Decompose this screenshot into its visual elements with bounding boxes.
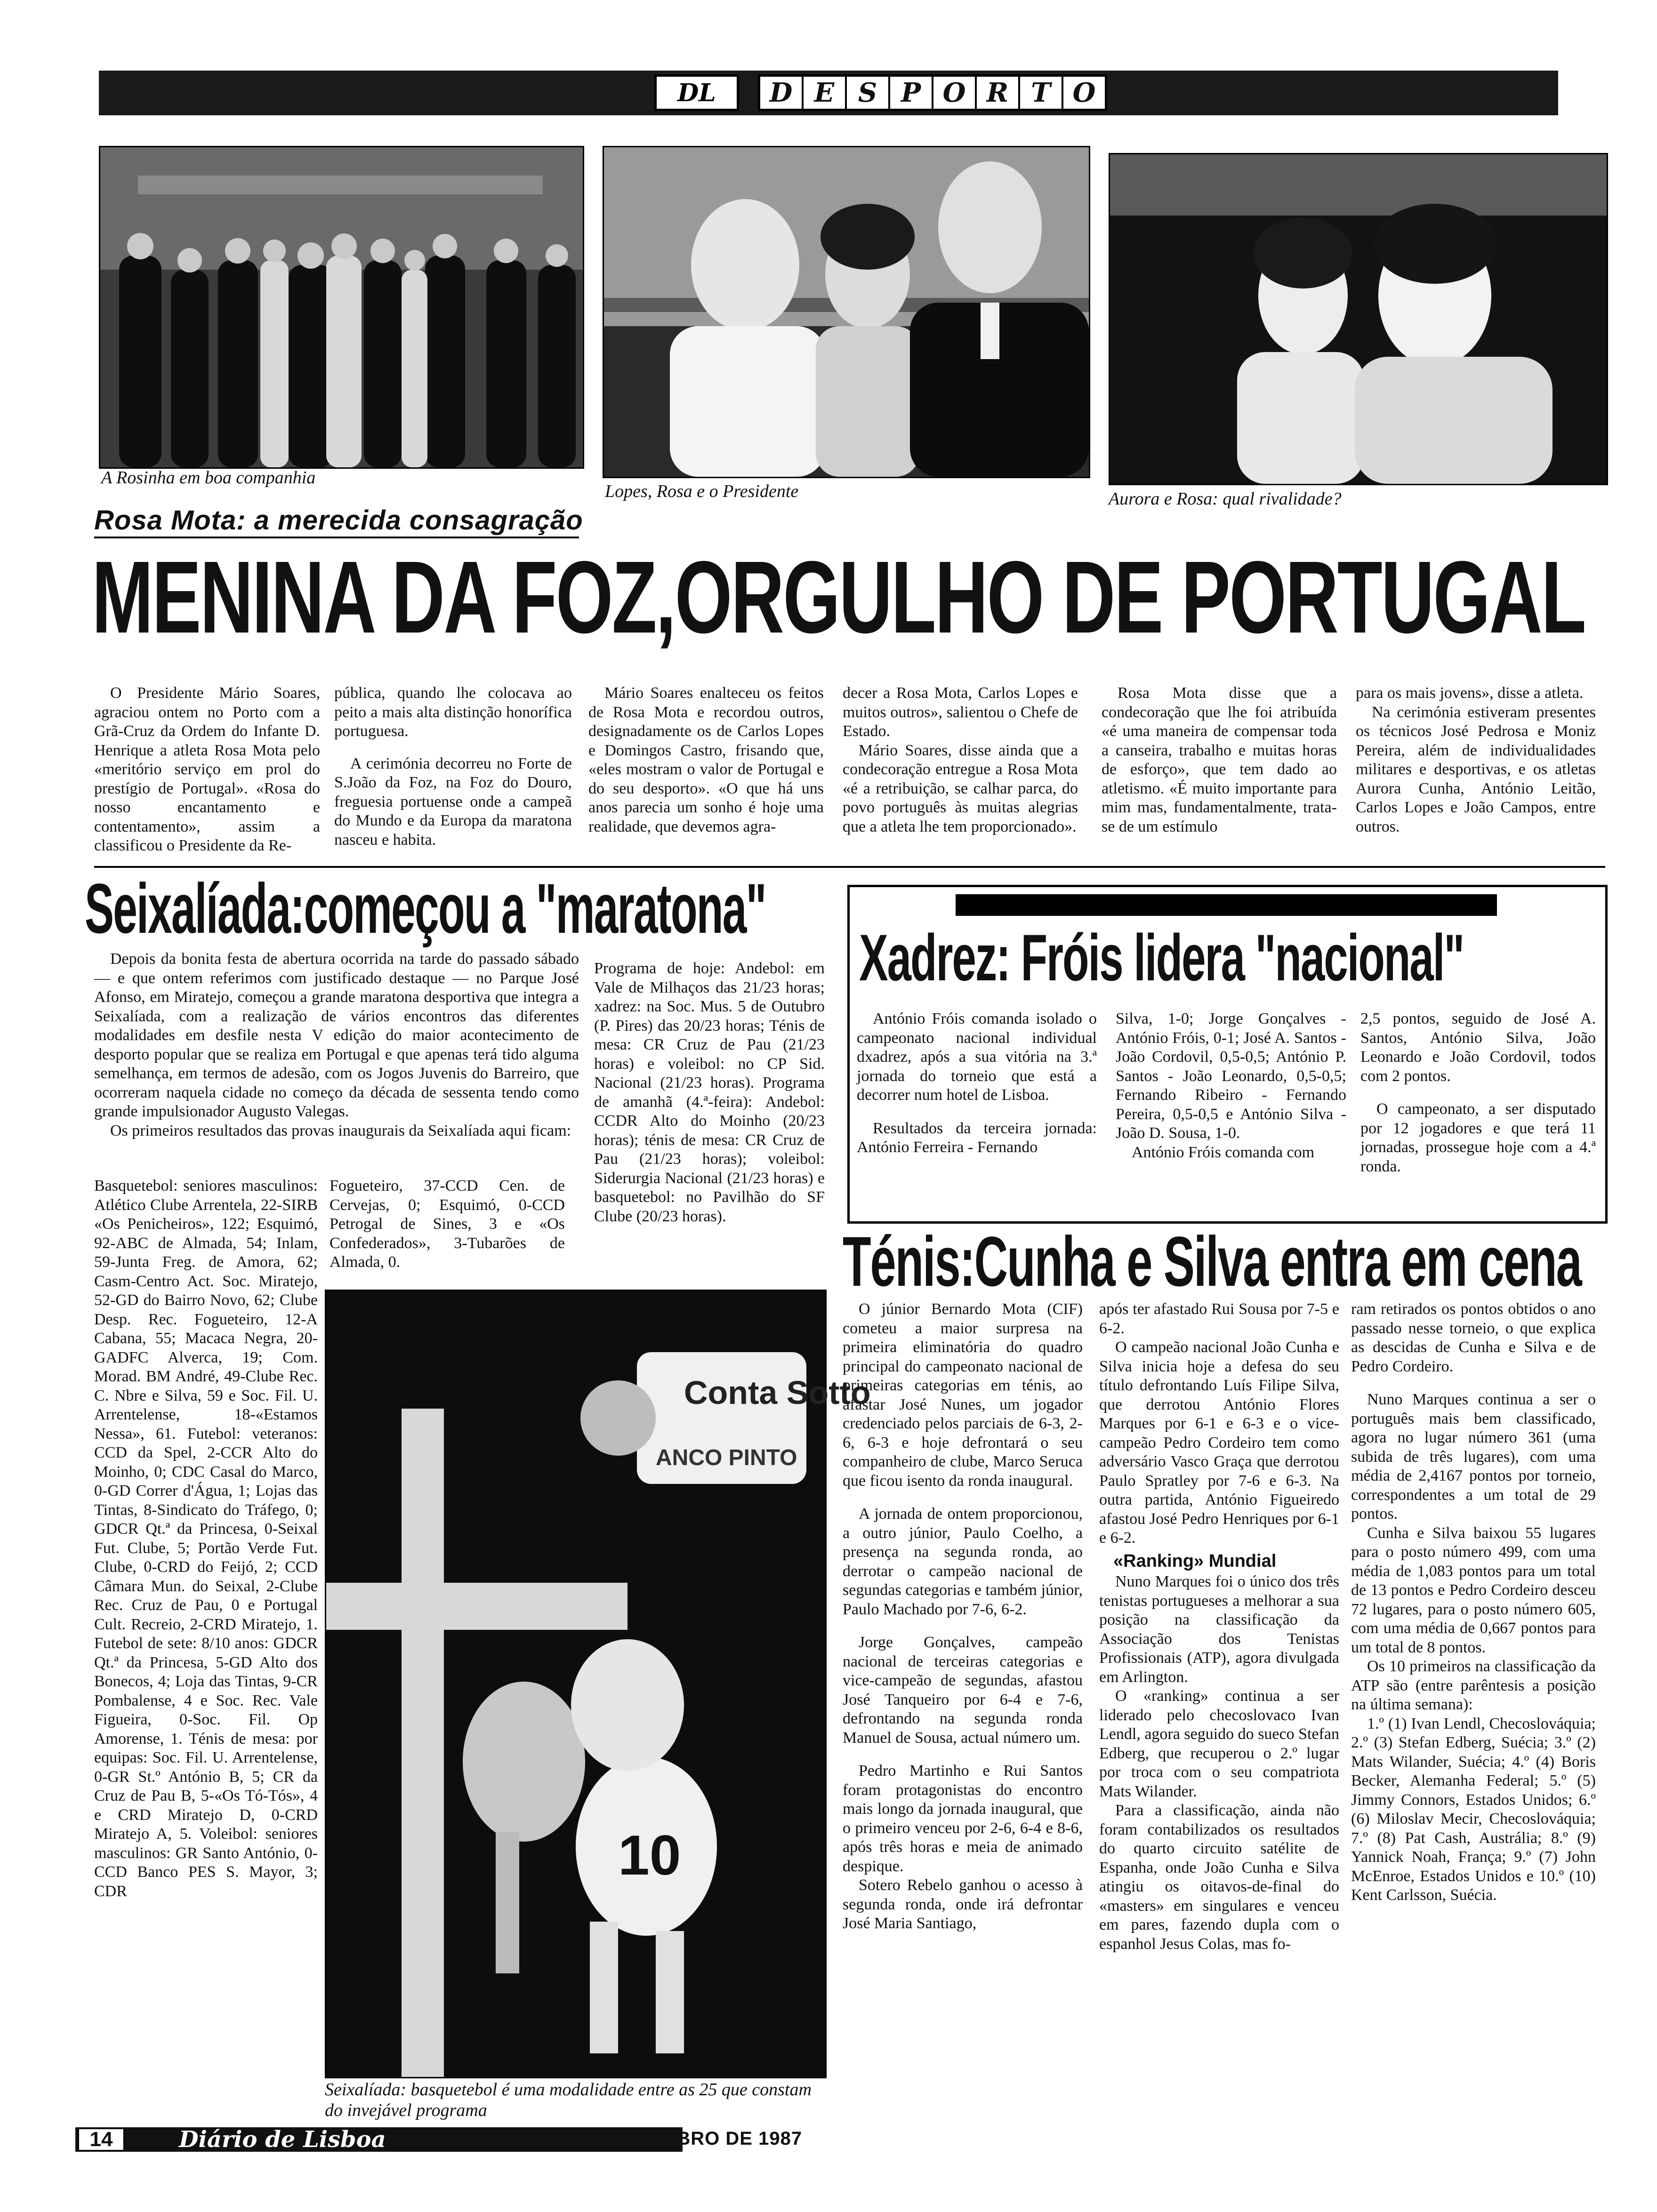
- issue-date: TERÇA-FEIRA, 22 DE SETEMBRO DE 1987: [405, 2128, 803, 2149]
- divider: [94, 866, 1605, 868]
- paragraph: Na cerimónia estiveram presentes os técnicos José Pedrosa e Moniz Pereira, além de individualidades militares e desportivas, e os atletas Aurora Cunha, António Leitão, Carlos Lopes e João Campos, entre outros.: [1356, 703, 1596, 835]
- paragraph: Mário Soares enalteceu os feitos de Rosa Mota e recordou outros, designadamente os de Carlos Lopes e Domingos Castro, frisando que, «eles mostram o valor de Portugal e do seu desporto». «O que há uns anos parecia um sonho é hoje uma realidade, que devemos agra-: [588, 684, 824, 835]
- paragraph: O campeão nacional João Cunha e Silva inicia hoje a defesa do seu título defrontando Luís Filipe Silva, que derrotou António Flores Marques por 6-1 e 6-3 e o vice-campeão Pedro Cordeiro tem como adversário Vasco Graça que derrotou Paulo Spratley por 7-6 e 6-3. Na outra partida, António Figueiredo afastou José Pedro Henriques por 6-1 e 6-2.: [1099, 1338, 1339, 1547]
- paper-logo: DL: [654, 74, 739, 111]
- photo-caption: A Rosinha em boa companhia: [101, 468, 316, 488]
- paragraph: após ter afastado Rui Sousa por 7-5 e 6-2.: [1099, 1300, 1339, 1337]
- paragraph: Para a classificação, ainda não foram contabilizados os resultados do quarto circuito satélite de Espanha, onde João Cunha e Silva atingiu os oitavos-de-final do «masters» em singulares e venceu em pares, fazendo dupla com o espanhol Jesus Colas, mas fo-: [1099, 1802, 1339, 1953]
- section-letter: T: [1020, 77, 1063, 109]
- paragraph: para os mais jovens», disse a atleta.: [1356, 684, 1584, 702]
- paragraph: A cerimónia decorreu no Forte de S.João da Foz, na Foz do Douro, freguesia portuense onde a campeã do Mundo e da Europa da maratona nasceu e habita.: [334, 754, 572, 849]
- section-letter: O: [933, 77, 977, 109]
- section-letter: O: [1072, 77, 1096, 108]
- paragraph: Resultados da terceira jornada: António Ferreira - Fernando: [857, 1119, 1097, 1156]
- paragraph: Pedro Martinho e Rui Santos foram protagonistas do encontro mais longo da jornada inaugural, que o primeiro venceu por 2-6, 6-4 e 8-6, após três horas e meia de animado despique.: [843, 1762, 1083, 1875]
- paragraph: Os 10 primeiros na classificação da ATP são (entre parêntesis a posição na última semana):: [1351, 1658, 1596, 1713]
- photo-group: [99, 146, 584, 469]
- paragraph: António Fróis comanda com: [1132, 1143, 1315, 1161]
- section-banner: [99, 71, 1558, 115]
- paragraph: Jorge Gonçalves, campeão nacional de terceiras categorias e vice-campeão de segundas, afastou José Tanqueiro por 6-4 e 7-6, defrontando na segunda ronda Manuel de Sousa, actual número um.: [843, 1634, 1083, 1747]
- photo-caption: Aurora e Rosa: qual rivalidade?: [1109, 489, 1342, 509]
- paragraph: 2,5 pontos, seguido de José A. Santos, António Silva, João Leonardo e João Cordovil, todos com 2 pontos.: [1360, 1010, 1596, 1085]
- page-number: 14: [78, 2128, 125, 2151]
- paragraph: Depois da bonita festa de abertura ocorrida na tarde do passado sábado — e que ontem referimos com justificado destaque — no Parque José Afonso, em Miratejo, começou a grande maratona desportiva que integra a Seixalíada, com a realização de vários encontros das diferentes modalidades em desfile nesta V edição do maior acontecimento de desporto popular que se realiza em Portugal e que apenas terá tido alguma semelhança, em termos de adesão, com os Jogos Juvenis do Barreiro, que ocorreram naquela cidade no começo da década de sessenta tendo como grande impulsionador Augusto Valegas.: [94, 950, 579, 1120]
- paragraph: A jornada de ontem proporcionou, a outro júnior, Paulo Coelho, a presença na segunda ronda, ao derrotar o campeão nacional de segundas categorias e também júnior, Paulo Machado por 7-6, 6-2.: [843, 1505, 1083, 1618]
- subheading: «Ranking» Mundial: [1113, 1551, 1277, 1571]
- paragraph: Silva, 1-0; Jorge Gonçalves - António Fróis, 0-1; José A. Santos - João Cordovil, 0,5-0,5; António P. Santos - João Leonardo, 0,5-0,5; Fernando Ribeiro - Fernando Pereira, 0,5-0,5 e António Silva - João D. Sousa, 1-0.: [1116, 1010, 1346, 1142]
- section-letter: S: [847, 77, 890, 109]
- article-column: [1116, 1010, 1346, 1162]
- paragraph: Nuno Marques continua a ser o português mais bem classificado, agora no lugar número 361 (uma subida de três lugares), com uma média de 2,4167 pontos por torneio, correspondentes a um total de 29 pontos.: [1351, 1391, 1596, 1523]
- paragraph: O «ranking» continua a ser liderado pelo checoslovaco Ivan Lendl, agora seguido do sueco Stefan Edberg, que recuperou o 2.º lugar por troca com o seu compatriota Mats Wilander.: [1099, 1687, 1339, 1800]
- paragraph: decer a Rosa Mota, Carlos Lopes e muitos outros», salientou o Chefe de Estado.: [843, 684, 1078, 740]
- article-column: [1360, 1010, 1596, 1176]
- section-letter: D: [760, 77, 804, 109]
- section-headline: Xadrez: Fróis lidera "nacional": [859, 921, 1464, 994]
- paragraph: Rosa Mota disse que a condecoração que lhe foi atribuída «é uma maneira de compensar toda a canseira, trabalho e muitas horas de esforço», que tem dado ao atletismo. «É muito importante para mim mas, fundamentalmente, trata-se de um estímulo: [1102, 684, 1337, 835]
- article-column: [843, 684, 1078, 836]
- section-letter: E: [804, 77, 847, 109]
- article-column: [1099, 1300, 1339, 1954]
- paragraph: pública, quando lhe colocava ao peito a mais alta distinção honorífica portuguesa.: [334, 684, 572, 740]
- paragraph: Sotero Rebelo ganhou o acesso à segunda ronda, onde irá defrontar José Maria Santiago,: [843, 1876, 1083, 1932]
- article-column: [1102, 684, 1337, 836]
- paragraph: Fogueteiro, 37-CCD Cen. de Cervejas, 0; Esquimó, 0-CCD Petrogal de Sines, 3 e «Os Confederados», 3-Tubarões de Almada, 0.: [330, 1177, 565, 1271]
- photo-aurora-rosa: [1109, 153, 1608, 485]
- article-column: [334, 684, 572, 850]
- article-column: [1356, 684, 1596, 836]
- paragraph: Basquetebol: seniores masculinos: Atlético Clube Arrentela, 22-SIRB «Os Penicheiros», 122; Esquimó, 92-ABC de Almada, 54; Inlam, 59-Junta Freg. de Amora, 62; Casm-Centro Act. Soc. Miratejo, 52-GD do Bairro Novo, 62; Clube Desp. Rec. Fogueteiro, 12-A Cabana, 55; Macaca Negra, 20-GADFC Alverca, 19; Com. Morad. BM André, 49-Clube Rec. C. Nbre e Silva, 59 e Soc. Fil. U. Arrentelense, 18-«Estamos Nessa», 61. Futebol: veteranos: CCD da Spel, 2-CCR Alto do Moinho, 0; CDC Casal do Marco, 0-GD Correr d'Água, 1; Lojas das Tintas, 8-Sindicato do Tráfego, 0; GDCR Qt.ª da Princesa, 0-Seixal Fut. Clube, 5; Portão Verde Fut. Clube, 0-CRD do Feijó, 2; CCD Câmara Mun. do Seixal, 2-Clube Rec. Cruz de Pau, 0 e Portugal Cult. Recreio, 2-CRD Miratejo, 1. Futebol de sete: 8/10 anos: GDCR Qt.ª da Princesa, 5-GD Alto dos Bonecos, 4; Loja das Tintas, 9-CR Pombalense, 4 e Soc. Rec. Vale Figueira, 0-Soc. Fil. Op Amorense, 1. Ténis de mesa: por equipas: Soc. Fil. U. Arrentelense, 0-GR St.º António B, 5; CR da Cruz de Pau B, 5-«Os Tó-Tós», 4 e CRD Miratejo D, 0-CRD Miratejo A, 5. Voleibol: seniores masculinos: GR Santo António, 0-CCD Banco PES S. Mayor, 3; CDR: [94, 1177, 318, 1900]
- paragraph: Nuno Marques foi o único dos três tenistas portugueses a melhorar a sua posição na classificação da Associação dos Tenistas Profissionais (ATP), agora divulgada em Arlington.: [1099, 1573, 1339, 1686]
- photo-caption: Seixalíada: basquetebol é uma modalidade entre as 25 que constam do invejável programa: [325, 2080, 812, 2120]
- paragraph: O campeonato, a ser disputado por 12 jogadores e que terá 11 jornadas, prossegue hoje com a 4.ª ronda.: [1360, 1100, 1596, 1175]
- divider: [94, 537, 579, 538]
- article-column: [94, 950, 579, 1140]
- photo-caption: Lopes, Rosa e o Presidente: [605, 481, 799, 501]
- sign-text: Conta Sotto: [684, 1374, 871, 1411]
- paragraph: O Presidente Mário Soares, agraciou ontem no Porto com a Grã-Cruz da Ordem do Infante D. Henrique a atleta Rosa Mota pelo «meritório serviço em prol do prestígio de Portugal». «Rosa do nosso encantamento e contentamento», assim a classificou o Presidente da Re-: [94, 684, 320, 854]
- paragraph: O júnior Bernardo Mota (CIF) cometeu a maior surpresa na primeira eliminatória do quadro principal do campeonato nacional de primeiras categorias em ténis, ao afastar José Nunes, um jogador credenciado pelos parciais de 6-3, 2-6, 6-3 e hoje defrontará o seu companheiro de clube, Marco Seruca que ficou isento da ronda inaugural.: [843, 1300, 1083, 1490]
- article-column: [588, 684, 824, 836]
- article-column: [330, 1177, 565, 1272]
- paragraph: Mário Soares, disse ainda que a condecoração entregue a Rosa Mota «é a retribuição, se calhar parca, do povo português às muitas alegrias que a atleta lhe tem proporcionado».: [843, 741, 1078, 835]
- kicker: Rosa Mota: a merecida consagração: [94, 505, 583, 536]
- article-column: [1351, 1300, 1596, 1905]
- paragraph: António Fróis comanda isolado o campeonato nacional individual dxadrez, após a sua vitória na 3.ª jornada do torneio que está a decorrer num hotel de Lisboa.: [857, 1010, 1097, 1104]
- photo-lopes-rosa-president: [603, 146, 1090, 478]
- sign-text: ANCO PINTO: [656, 1445, 797, 1470]
- section-title: [758, 74, 1107, 111]
- newspaper-name: Diário de Lisboa: [179, 2126, 386, 2153]
- paragraph: Os primeiros resultados das provas inaugurais da Seixalíada aqui ficam:: [110, 1122, 571, 1139]
- paragraph: Cunha e Silva baixou 55 lugares para o posto número 499, com uma média de 1,083 pontos para um total de 13 pontos e Pedro Cordeiro desceu 72 lugares, para o posto número 605, com uma média de 0,667 pontos para um total de 8 pontos.: [1351, 1524, 1596, 1656]
- article-column: [94, 684, 320, 856]
- paragraph: 1.º (1) Ivan Lendl, Checoslováquia; 2.º (3) Stefan Edberg, Suécia; 3.º (2) Mats Wilander, Suécia; 4.º (4) Boris Becker, Alemanha Federal; 5.º (5) Jimmy Connors, Estados Unidos; 6.º (6) Miloslav Mecir, Checoslováquia; 7.º (8) Pat Cash, Austrália; 8.º (9) Yannick Noah, França; 9.º (7) John McEnroe, Estados Unidos e 10.º (10) Kent Carlsson, Suécia.: [1351, 1715, 1596, 1904]
- article-column: [94, 1177, 318, 1901]
- paragraph: ram retirados os pontos obtidos o ano passado nesse torneio, o que explica as descidas de Cunha e Silva e de Pedro Cordeiro.: [1351, 1300, 1596, 1375]
- article-column: [857, 1010, 1097, 1157]
- section-letter: R: [977, 77, 1020, 109]
- section-headline: Seixalíada:começou a "maratona": [85, 869, 766, 948]
- jersey-number: 10: [618, 1824, 681, 1887]
- section-headline: Ténis:Cunha e Silva entra em cena: [843, 1222, 1581, 1301]
- photo-basketball: [325, 1290, 871, 2078]
- page-headline: MENINA DA FOZ,ORGULHO DE PORTUGAL: [92, 540, 1585, 655]
- article-column: [843, 1300, 1083, 1933]
- paragraph: Programa de hoje: Andebol: em Vale de Milhaços das 21/23 horas; xadrez: na Soc. Mus. 5 de Outubro (P. Pires) das 20/23 horas; Ténis de mesa: CR Cruz de Pau (21/23 horas) e voleibol: no CP Sid. Nacional (21/23 horas). Programa de amanhã (4.ª-feira): Andebol: CCDR Alto do Moinho (20/23 horas); ténis de mesa: CR Cruz de Pau (21/23 horas); voleibol: Siderurgia Nacional (21/23 horas) e basquetebol: no Pavilhão do SF Clube (20/23 horas).: [594, 960, 825, 1225]
- article-column: [594, 959, 825, 1226]
- box-header-bar: [956, 894, 1497, 916]
- section-letter: P: [890, 77, 933, 109]
